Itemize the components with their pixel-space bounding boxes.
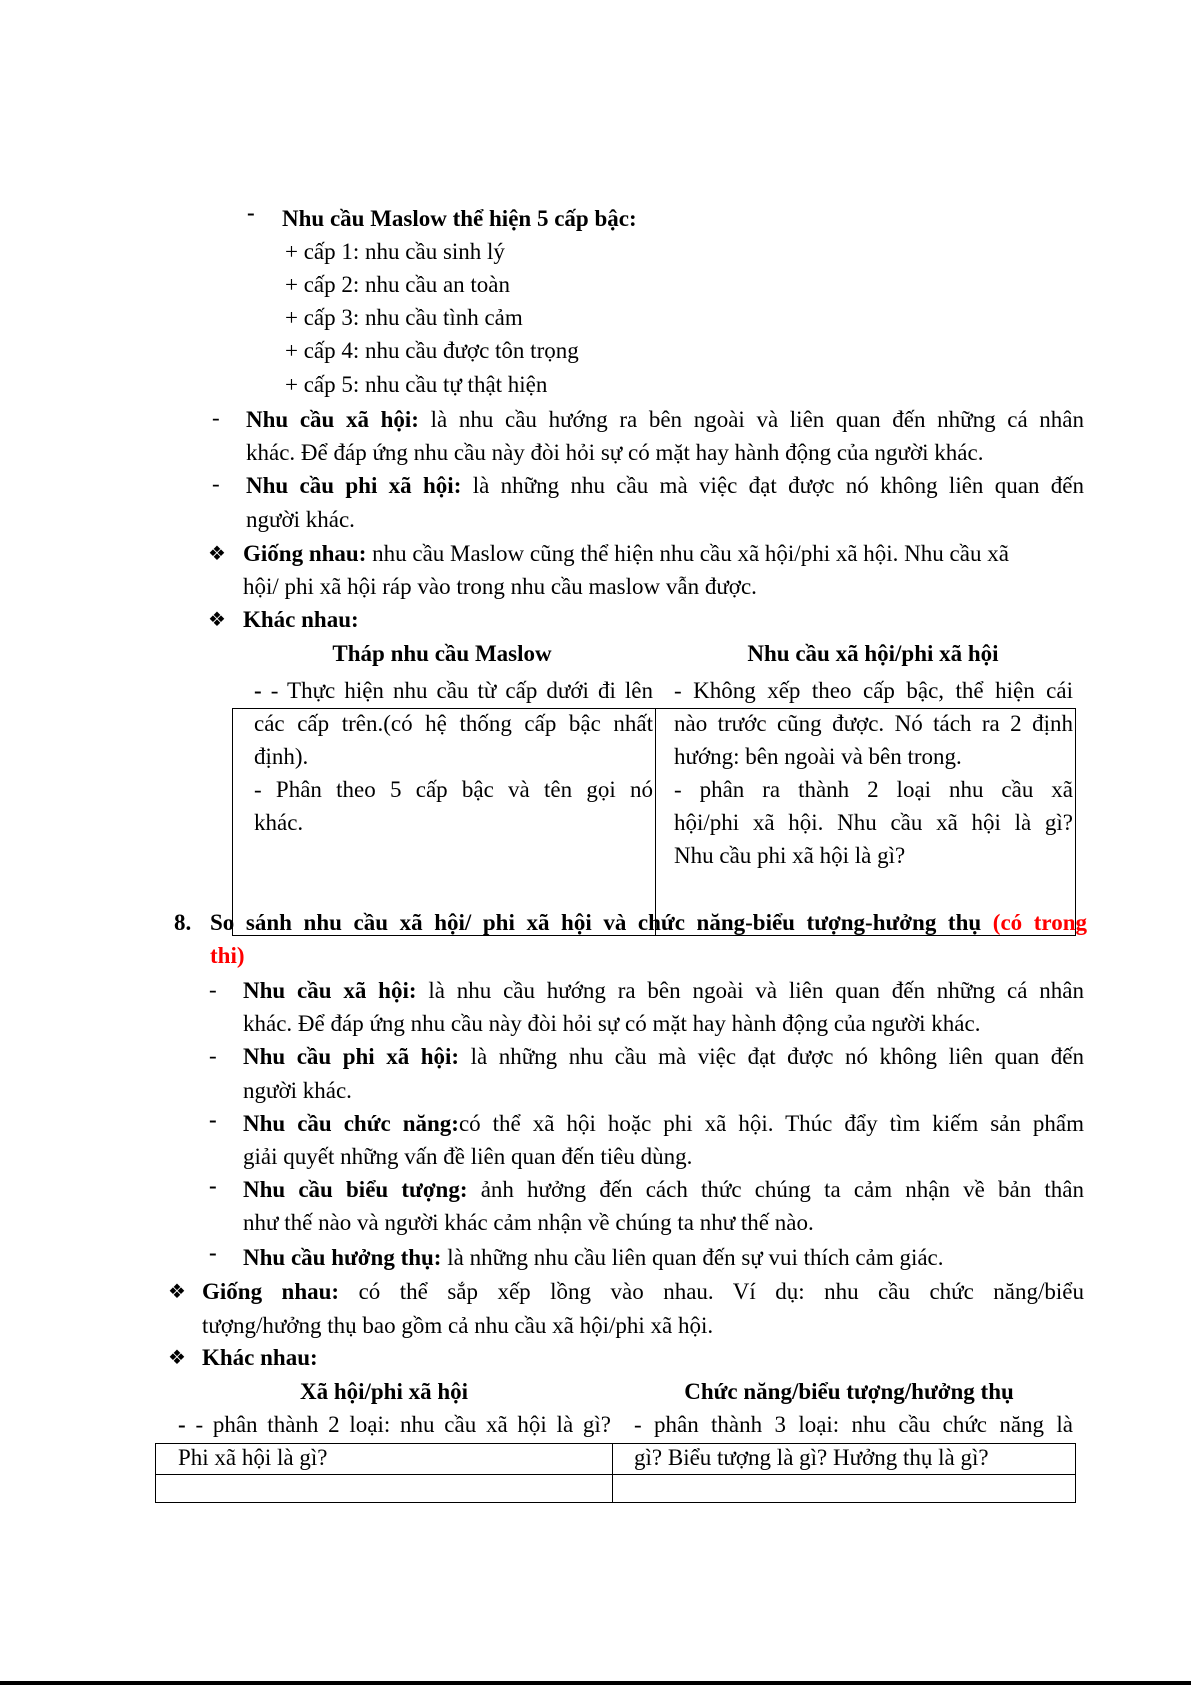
section-title-line-1: So sánh nhu cầu xã hội/ phi xã hội và chức năng-biểu tượng-hưởng thụ (có trong xyxy=(210,910,1087,935)
s8-nonsocial-line-2: người khác. xyxy=(243,1078,352,1103)
s8-symbolic-line-1: Nhu cầu biểu tượng: ảnh hưởng đến cách thức chúng ta cảm nhận về bản thân xyxy=(243,1177,1085,1202)
s8-functional-line-1: Nhu cầu chức năng:có thể xã hội hoặc phi xã hội. Thúc đẩy tìm kiếm sản phẩm xyxy=(243,1111,1084,1136)
table1-col2-line-6: Nhu cầu phi xã hội là gì? xyxy=(674,843,906,868)
table2-header-col2: Chức năng/biểu tượng/hưởng thụ xyxy=(684,1379,1014,1404)
table1-col1-line-2: các cấp trên.(có hệ thống cấp bậc nhất xyxy=(254,711,653,736)
nonsocial-need-term: Nhu cầu phi xã hội: xyxy=(246,473,462,498)
section-title-line-2: thi) xyxy=(210,943,245,968)
dash-bullet: - xyxy=(209,1043,217,1068)
table1-col1-line-3: định). xyxy=(254,744,309,769)
nonsocial-need-line-2: người khác. xyxy=(246,507,355,532)
s8-nonsocial-line-1: Nhu cầu phi xã hội: là những nhu cầu mà việc đạt được nó không liên quan đến xyxy=(243,1044,1084,1069)
page-bottom-edge xyxy=(0,1681,1191,1685)
table1-col1-line-4: - Phân theo 5 cấp bậc và tên gọi nó xyxy=(254,777,653,802)
table2-col2-line-2: gì? Biểu tượng là gì? Hưởng thụ là gì? xyxy=(634,1445,989,1470)
section-number: 8. xyxy=(174,910,192,935)
s8-social-line-1: Nhu cầu xã hội: là nhu cầu hướng ra bên ngoài và liên quan đến những cá nhân xyxy=(243,978,1084,1003)
dash-bullet: - xyxy=(209,977,217,1002)
table2-header-col1: Xã hội/phi xã hội xyxy=(299,1379,469,1404)
different-label: Khác nhau: xyxy=(243,607,359,632)
diamond-bullet-icon: ❖ xyxy=(168,1347,186,1369)
table1-col2-line-4: - phân ra thành 2 loại nhu cầu xã xyxy=(674,777,1073,802)
dash-bullet: - xyxy=(247,200,255,225)
maslow-level-3: + cấp 3: nhu cầu tình cảm xyxy=(285,305,523,330)
maslow-level-2: + cấp 2: nhu cầu an toàn xyxy=(285,272,511,297)
s8-social-line-2: khác. Để đáp ứng nhu cầu này đòi hỏi sự có mặt hay hành động của người khác. xyxy=(243,1011,981,1036)
table1-header-col1: Tháp nhu cầu Maslow xyxy=(332,641,552,666)
table2-right-border xyxy=(1075,1443,1076,1503)
s8-similar-line-2: tượng/hưởng thụ bao gồm cả nhu cầu xã hội/phi xã hội. xyxy=(202,1313,714,1338)
table1-col2-line-3: hướng: bên ngoài và bên trong. xyxy=(674,744,962,769)
exam-note: (có trong xyxy=(992,910,1087,935)
table2-col2-line-1: - phân thành 3 loại: nhu cầu chức năng là xyxy=(634,1412,1073,1437)
table1-header-col2: Nhu cầu xã hội/phi xã hội xyxy=(747,641,999,666)
similar-line-1: Giống nhau: nhu cầu Maslow cũng thể hiện nhu cầu xã hội/phi xã hội. Nhu cầu xã xyxy=(243,541,1009,566)
s8-symbolic-line-2: như thế nào và người khác cảm nhận về chúng ta như thế nào. xyxy=(243,1210,814,1235)
table1-right-border xyxy=(1075,708,1076,936)
table1-left-border xyxy=(232,708,233,936)
diamond-bullet-icon: ❖ xyxy=(168,1281,186,1303)
dash-bullet: - xyxy=(212,471,220,496)
table2-bottom-border xyxy=(155,1502,1076,1503)
table1-middle-border xyxy=(655,708,656,936)
maslow-level-1: + cấp 1: nhu cầu sinh lý xyxy=(285,239,505,264)
table2-col1-line-1: - - phân thành 2 loại: nhu cầu xã hội là gì? xyxy=(178,1412,612,1437)
table2-col1-line-2: Phi xã hội là gì? xyxy=(178,1445,328,1470)
s8-hedonic-line-1: Nhu cầu hưởng thụ: là những nhu cầu liên quan đến sự vui thích cảm giác. xyxy=(243,1245,944,1270)
nonsocial-need-line-1: Nhu cầu phi xã hội: là những nhu cầu mà việc đạt được nó không liên quan đến xyxy=(246,473,1085,498)
dash-bullet: - xyxy=(212,405,220,430)
table1-col1-line-5: khác. xyxy=(254,810,304,835)
social-need-line-1: Nhu cầu xã hội: là nhu cầu hướng ra bên ngoài và liên quan đến những cá nhân xyxy=(246,407,1085,432)
s8-functional-line-2: giải quyết những vấn đề liên quan đến tiêu dùng. xyxy=(243,1144,693,1169)
table1-col2-line-5: hội/phi xã hội. Nhu cầu xã hội là gì? xyxy=(674,810,1073,835)
social-need-term: Nhu cầu xã hội: xyxy=(246,407,419,432)
similar-line-2: hội/ phi xã hội ráp vào trong nhu cầu maslow vẫn được. xyxy=(243,574,757,599)
table1-col1-line-1: - - Thực hiện nhu cầu từ cấp dưới đi lên xyxy=(254,678,654,703)
dash-bullet: - xyxy=(209,1107,217,1132)
diamond-bullet-icon: ❖ xyxy=(208,609,226,631)
maslow-level-4: + cấp 4: nhu cầu được tôn trọng xyxy=(285,338,579,363)
table2-middle-border xyxy=(612,1443,613,1503)
diamond-bullet-icon: ❖ xyxy=(208,543,226,565)
table1-col2-line-1: - Không xếp theo cấp bậc, thể hiện cái xyxy=(674,678,1073,703)
s8-different-label: Khác nhau: xyxy=(202,1345,318,1370)
maslow-level-5: + cấp 5: nhu cầu tự thật hiện xyxy=(285,372,548,397)
maslow-heading: Nhu cầu Maslow thể hiện 5 cấp bậc: xyxy=(282,206,637,231)
table2-left-border xyxy=(155,1443,156,1503)
social-need-line-2: khác. Để đáp ứng nhu cầu này đòi hỏi sự có mặt hay hành động của người khác. xyxy=(246,440,984,465)
table2-row-border xyxy=(155,1474,1076,1475)
table1-col2-line-2: nào trước cũng được. Nó tách ra 2 định xyxy=(674,711,1073,736)
dash-bullet: - xyxy=(209,1240,217,1265)
s8-similar-line-1: Giống nhau: có thể sắp xếp lồng vào nhau. Ví dụ: nhu cầu chức năng/biểu xyxy=(202,1279,1085,1304)
dash-bullet: - xyxy=(209,1173,217,1198)
